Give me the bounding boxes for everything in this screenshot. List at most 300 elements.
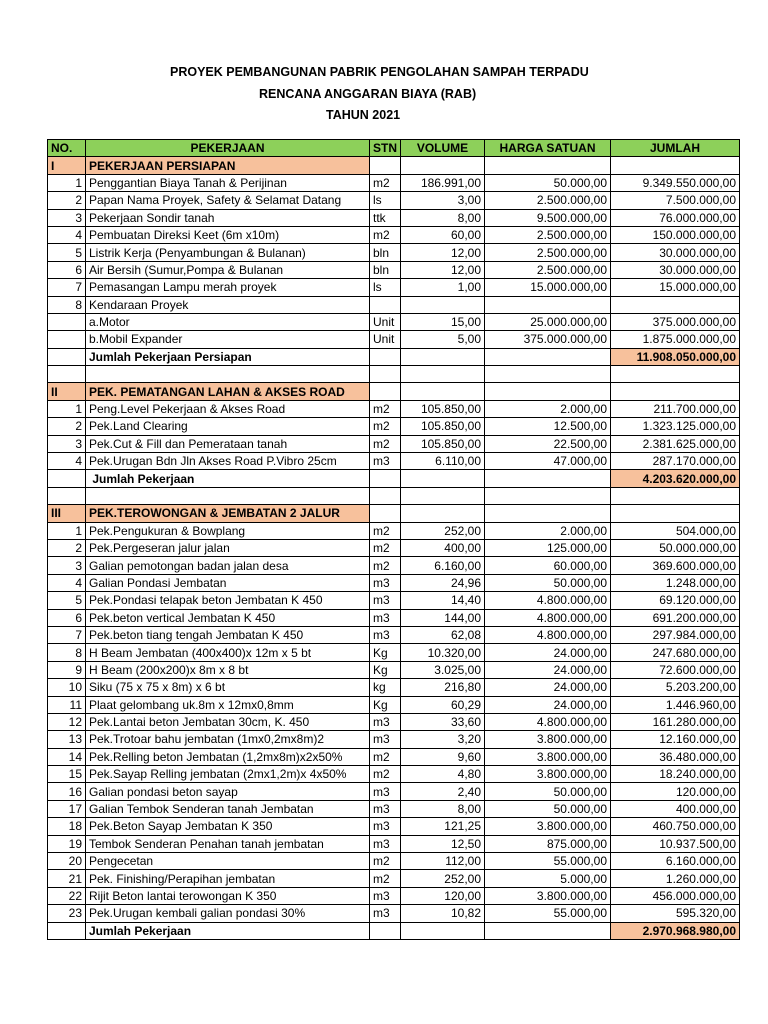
table-row bbox=[48, 626, 740, 643]
table-row bbox=[48, 766, 740, 783]
row-unit-price: 24.000,00 bbox=[485, 644, 611, 661]
row-number: 5 bbox=[48, 592, 86, 609]
empty-cell bbox=[86, 366, 370, 383]
empty-cell bbox=[485, 383, 611, 400]
row-volume: 3,00 bbox=[401, 192, 485, 209]
row-unit-price: 4.800.000,00 bbox=[485, 626, 611, 643]
row-amount: 30.000.000,00 bbox=[611, 244, 740, 261]
row-work-item: Siku (75 x 75 x 8m) x 6 bt bbox=[86, 679, 370, 696]
row-unit: m3 bbox=[370, 800, 401, 817]
row-unit-price: 50.000,00 bbox=[485, 783, 611, 800]
row-volume: 12,00 bbox=[401, 244, 485, 261]
row-unit: Kg bbox=[370, 661, 401, 678]
row-unit: ls bbox=[370, 192, 401, 209]
row-unit: m3 bbox=[370, 887, 401, 904]
header-jumlah: JUMLAH bbox=[611, 140, 740, 157]
table-row bbox=[48, 644, 740, 661]
row-amount: 36.480.000,00 bbox=[611, 748, 740, 765]
empty-cell bbox=[401, 348, 485, 365]
subtotal-row bbox=[48, 348, 740, 365]
row-number: 8 bbox=[48, 644, 86, 661]
table-row bbox=[48, 696, 740, 713]
row-number: 14 bbox=[48, 748, 86, 765]
row-work-item: Pekerjaan Sondir tanah bbox=[86, 209, 370, 226]
empty-cell bbox=[401, 487, 485, 504]
row-volume: 15,00 bbox=[401, 313, 485, 330]
row-amount: 287.170.000,00 bbox=[611, 453, 740, 470]
row-unit: m2 bbox=[370, 400, 401, 417]
row-work-item: H Beam Jembatan (400x400)x 12m x 5 bt bbox=[86, 644, 370, 661]
row-amount: 30.000.000,00 bbox=[611, 261, 740, 278]
empty-cell bbox=[485, 348, 611, 365]
empty-cell bbox=[370, 348, 401, 365]
table-body bbox=[48, 157, 740, 940]
row-number bbox=[48, 331, 86, 348]
empty-cell bbox=[485, 505, 611, 522]
row-amount bbox=[611, 296, 740, 313]
row-unit-price: 5.000,00 bbox=[485, 870, 611, 887]
empty-cell bbox=[370, 487, 401, 504]
empty-cell bbox=[370, 922, 401, 939]
row-number: 17 bbox=[48, 800, 86, 817]
row-number: 4 bbox=[48, 453, 86, 470]
row-unit: m3 bbox=[370, 818, 401, 835]
table-row bbox=[48, 731, 740, 748]
empty-cell bbox=[485, 366, 611, 383]
row-unit-price: 47.000,00 bbox=[485, 453, 611, 470]
row-amount: 150.000.000,00 bbox=[611, 226, 740, 243]
row-work-item: Kendaraan Proyek bbox=[86, 296, 370, 313]
row-unit-price: 3.800.000,00 bbox=[485, 766, 611, 783]
empty-cell bbox=[401, 157, 485, 174]
row-work-item: Pek.Lantai beton Jembatan 30cm, K. 450 bbox=[86, 713, 370, 730]
table-row bbox=[48, 279, 740, 296]
row-volume: 186.991,00 bbox=[401, 174, 485, 191]
row-number: 2 bbox=[48, 418, 86, 435]
row-unit-price: 3.800.000,00 bbox=[485, 748, 611, 765]
row-volume: 60,00 bbox=[401, 226, 485, 243]
table-row bbox=[48, 783, 740, 800]
empty-cell bbox=[485, 922, 611, 939]
subtotal-amount: 2.970.968.980,00 bbox=[611, 922, 740, 939]
row-unit-price: 4.800.000,00 bbox=[485, 592, 611, 609]
header-stn: STN bbox=[370, 140, 401, 157]
row-unit: Kg bbox=[370, 644, 401, 661]
row-unit: Kg bbox=[370, 696, 401, 713]
row-volume: 6.110,00 bbox=[401, 453, 485, 470]
table-row bbox=[48, 261, 740, 278]
row-work-item: Pek.Pondasi telapak beton Jembatan K 450 bbox=[86, 592, 370, 609]
row-unit: m3 bbox=[370, 731, 401, 748]
row-number: 2 bbox=[48, 539, 86, 556]
row-volume: 105.850,00 bbox=[401, 435, 485, 452]
row-unit-price: 2.000,00 bbox=[485, 522, 611, 539]
row-unit-price: 50.000,00 bbox=[485, 800, 611, 817]
row-work-item: Rijit Beton lantai terowongan K 350 bbox=[86, 887, 370, 904]
row-unit-price: 9.500.000,00 bbox=[485, 209, 611, 226]
row-unit-price: 25.000.000,00 bbox=[485, 313, 611, 330]
row-volume: 4,80 bbox=[401, 766, 485, 783]
row-amount: 161.280.000,00 bbox=[611, 713, 740, 730]
section-header-row bbox=[48, 505, 740, 522]
row-volume: 216,80 bbox=[401, 679, 485, 696]
empty-cell bbox=[611, 157, 740, 174]
subtotal-amount: 4.203.620.000,00 bbox=[611, 470, 740, 487]
row-unit-price: 4.800.000,00 bbox=[485, 713, 611, 730]
table-row bbox=[48, 453, 740, 470]
section-header-row bbox=[48, 383, 740, 400]
table-row bbox=[48, 887, 740, 904]
row-unit-price: 15.000.000,00 bbox=[485, 279, 611, 296]
table-row bbox=[48, 592, 740, 609]
blank-row bbox=[48, 487, 740, 504]
header-no: NO. bbox=[48, 140, 86, 157]
row-number: 3 bbox=[48, 209, 86, 226]
row-unit bbox=[370, 296, 401, 313]
row-number: 6 bbox=[48, 261, 86, 278]
empty-cell bbox=[485, 487, 611, 504]
empty-cell bbox=[485, 157, 611, 174]
empty-cell bbox=[370, 505, 401, 522]
row-work-item: Pembuatan Direksi Keet (6m x10m) bbox=[86, 226, 370, 243]
table-row bbox=[48, 418, 740, 435]
row-amount: 120.000,00 bbox=[611, 783, 740, 800]
table-row bbox=[48, 539, 740, 556]
row-unit: bln bbox=[370, 261, 401, 278]
empty-cell bbox=[611, 366, 740, 383]
row-work-item: Galian Tembok Senderan tanah Jembatan bbox=[86, 800, 370, 817]
row-number: 3 bbox=[48, 435, 86, 452]
section-number: III bbox=[48, 505, 86, 522]
row-number: 1 bbox=[48, 400, 86, 417]
row-amount: 691.200.000,00 bbox=[611, 609, 740, 626]
section-name: PEKERJAAN PERSIAPAN bbox=[86, 157, 370, 174]
row-number: 16 bbox=[48, 783, 86, 800]
row-volume: 10,82 bbox=[401, 905, 485, 922]
row-number: 7 bbox=[48, 279, 86, 296]
row-work-item: Pek. Finishing/Perapihan jembatan bbox=[86, 870, 370, 887]
row-amount: 297.984.000,00 bbox=[611, 626, 740, 643]
row-unit: m2 bbox=[370, 557, 401, 574]
row-unit-price: 2.500.000,00 bbox=[485, 192, 611, 209]
row-unit: m2 bbox=[370, 226, 401, 243]
row-amount: 460.750.000,00 bbox=[611, 818, 740, 835]
row-number: 23 bbox=[48, 905, 86, 922]
row-number: 1 bbox=[48, 174, 86, 191]
header-harga-satuan: HARGA SATUAN bbox=[485, 140, 611, 157]
row-unit: Unit bbox=[370, 331, 401, 348]
subtotal-row bbox=[48, 922, 740, 939]
row-amount: 9.349.550.000,00 bbox=[611, 174, 740, 191]
table-row bbox=[48, 800, 740, 817]
row-unit-price: 125.000,00 bbox=[485, 539, 611, 556]
row-unit-price: 24.000,00 bbox=[485, 679, 611, 696]
table-header-row bbox=[48, 140, 740, 157]
row-volume: 1,00 bbox=[401, 279, 485, 296]
row-unit-price: 375.000.000,00 bbox=[485, 331, 611, 348]
row-volume: 12,50 bbox=[401, 835, 485, 852]
empty-cell bbox=[370, 470, 401, 487]
row-unit: m2 bbox=[370, 853, 401, 870]
empty-cell bbox=[370, 366, 401, 383]
budget-title: RENCANA ANGGARAN BIAYA (RAB) bbox=[259, 87, 477, 101]
row-unit-price: 12.500,00 bbox=[485, 418, 611, 435]
row-amount: 1.248.000,00 bbox=[611, 574, 740, 591]
row-volume: 14,40 bbox=[401, 592, 485, 609]
row-amount: 7.500.000,00 bbox=[611, 192, 740, 209]
row-volume: 5,00 bbox=[401, 331, 485, 348]
row-unit: m3 bbox=[370, 905, 401, 922]
row-volume: 252,00 bbox=[401, 870, 485, 887]
table-row bbox=[48, 313, 740, 330]
row-unit: kg bbox=[370, 679, 401, 696]
section-name: PEK.TEROWONGAN & JEMBATAN 2 JALUR bbox=[86, 505, 370, 522]
table-row bbox=[48, 226, 740, 243]
row-work-item: Pek.Cut & Fill dan Pemerataan tanah bbox=[86, 435, 370, 452]
table-row bbox=[48, 609, 740, 626]
row-volume: 400,00 bbox=[401, 539, 485, 556]
empty-cell bbox=[86, 487, 370, 504]
row-work-item: Papan Nama Proyek, Safety & Selamat Datang bbox=[86, 192, 370, 209]
row-amount: 50.000.000,00 bbox=[611, 539, 740, 556]
row-unit-price: 3.800.000,00 bbox=[485, 887, 611, 904]
table-row bbox=[48, 435, 740, 452]
row-unit: m3 bbox=[370, 835, 401, 852]
row-unit-price: 50.000,00 bbox=[485, 174, 611, 191]
row-unit-price: 2.500.000,00 bbox=[485, 226, 611, 243]
empty-cell bbox=[401, 383, 485, 400]
table-row bbox=[48, 209, 740, 226]
row-amount: 400.000,00 bbox=[611, 800, 740, 817]
table-row bbox=[48, 870, 740, 887]
row-number: 19 bbox=[48, 835, 86, 852]
row-unit: m3 bbox=[370, 453, 401, 470]
row-amount: 69.120.000,00 bbox=[611, 592, 740, 609]
row-amount: 72.600.000,00 bbox=[611, 661, 740, 678]
row-work-item: Plaat gelombang uk.8m x 12mx0,8mm bbox=[86, 696, 370, 713]
row-amount: 369.600.000,00 bbox=[611, 557, 740, 574]
row-number: 15 bbox=[48, 766, 86, 783]
table-row bbox=[48, 748, 740, 765]
subtotal-amount: 11.908.050.000,00 bbox=[611, 348, 740, 365]
project-title: PROYEK PEMBANGUNAN PABRIK PENGOLAHAN SAMPAH TERPADU bbox=[170, 65, 589, 79]
row-volume: 144,00 bbox=[401, 609, 485, 626]
row-volume: 252,00 bbox=[401, 522, 485, 539]
row-unit-price: 24.000,00 bbox=[485, 696, 611, 713]
section-number: I bbox=[48, 157, 86, 174]
row-work-item: a.Motor bbox=[86, 313, 370, 330]
empty-cell bbox=[48, 922, 86, 939]
row-number bbox=[48, 313, 86, 330]
row-unit: m3 bbox=[370, 626, 401, 643]
row-number: 2 bbox=[48, 192, 86, 209]
row-unit-price: 60.000,00 bbox=[485, 557, 611, 574]
row-unit: m2 bbox=[370, 539, 401, 556]
row-work-item: Tembok Senderan Penahan tanah jembatan bbox=[86, 835, 370, 852]
table-row bbox=[48, 853, 740, 870]
row-amount: 5.203.200,00 bbox=[611, 679, 740, 696]
row-amount: 375.000.000,00 bbox=[611, 313, 740, 330]
row-number: 13 bbox=[48, 731, 86, 748]
table-row bbox=[48, 296, 740, 313]
table-row bbox=[48, 679, 740, 696]
row-volume: 62,08 bbox=[401, 626, 485, 643]
row-volume: 9,60 bbox=[401, 748, 485, 765]
row-unit: ttk bbox=[370, 209, 401, 226]
row-work-item: b.Mobil Expander bbox=[86, 331, 370, 348]
table-row bbox=[48, 661, 740, 678]
row-number: 18 bbox=[48, 818, 86, 835]
row-volume: 121,25 bbox=[401, 818, 485, 835]
row-work-item: Peng.Level Pekerjaan & Akses Road bbox=[86, 400, 370, 417]
row-volume: 2,40 bbox=[401, 783, 485, 800]
table-row bbox=[48, 557, 740, 574]
row-work-item: Air Bersih (Sumur,Pompa & Bulanan bbox=[86, 261, 370, 278]
empty-cell bbox=[401, 366, 485, 383]
row-number: 4 bbox=[48, 574, 86, 591]
table-row bbox=[48, 905, 740, 922]
empty-cell bbox=[48, 366, 86, 383]
row-unit: m2 bbox=[370, 174, 401, 191]
row-number: 5 bbox=[48, 244, 86, 261]
empty-cell bbox=[611, 505, 740, 522]
row-unit-price: 2.500.000,00 bbox=[485, 261, 611, 278]
row-work-item: Pek.Relling beton Jembatan (1,2mx8m)x2x50% bbox=[86, 748, 370, 765]
row-work-item: Pek.Urugan kembali galian pondasi 30% bbox=[86, 905, 370, 922]
empty-cell bbox=[401, 505, 485, 522]
row-unit-price: 2.000,00 bbox=[485, 400, 611, 417]
row-amount: 15.000.000,00 bbox=[611, 279, 740, 296]
row-volume: 112,00 bbox=[401, 853, 485, 870]
subtotal-label: Jumlah Pekerjaan bbox=[86, 922, 370, 939]
row-unit: m3 bbox=[370, 713, 401, 730]
row-unit-price: 50.000,00 bbox=[485, 574, 611, 591]
section-header-row bbox=[48, 157, 740, 174]
header-pekerjaan: PEKERJAAN bbox=[86, 140, 370, 157]
row-volume: 60,29 bbox=[401, 696, 485, 713]
row-work-item: Pek.Land Clearing bbox=[86, 418, 370, 435]
row-number: 1 bbox=[48, 522, 86, 539]
row-work-item: H Beam (200x200)x 8m x 8 bt bbox=[86, 661, 370, 678]
table-row bbox=[48, 331, 740, 348]
table-row bbox=[48, 174, 740, 191]
row-amount: 1.875.000.000,00 bbox=[611, 331, 740, 348]
row-number: 7 bbox=[48, 626, 86, 643]
empty-cell bbox=[48, 470, 86, 487]
table-row bbox=[48, 835, 740, 852]
row-work-item: Pengecetan bbox=[86, 853, 370, 870]
table-row bbox=[48, 713, 740, 730]
blank-row bbox=[48, 366, 740, 383]
row-volume: 3,20 bbox=[401, 731, 485, 748]
row-number: 9 bbox=[48, 661, 86, 678]
row-unit: m2 bbox=[370, 748, 401, 765]
row-amount: 2.381.625.000,00 bbox=[611, 435, 740, 452]
row-volume: 24,96 bbox=[401, 574, 485, 591]
row-work-item: Pek.Beton Sayap Jembatan K 350 bbox=[86, 818, 370, 835]
row-work-item: Galian pondasi beton sayap bbox=[86, 783, 370, 800]
row-amount: 76.000.000,00 bbox=[611, 209, 740, 226]
row-number: 8 bbox=[48, 296, 86, 313]
row-unit: m3 bbox=[370, 783, 401, 800]
row-volume: 120,00 bbox=[401, 887, 485, 904]
empty-cell bbox=[611, 383, 740, 400]
row-amount: 6.160.000,00 bbox=[611, 853, 740, 870]
empty-cell bbox=[370, 157, 401, 174]
row-work-item: Galian Pondasi Jembatan bbox=[86, 574, 370, 591]
table-row bbox=[48, 192, 740, 209]
row-volume bbox=[401, 296, 485, 313]
row-unit: ls bbox=[370, 279, 401, 296]
row-volume: 105.850,00 bbox=[401, 418, 485, 435]
year-title: TAHUN 2021 bbox=[326, 108, 401, 122]
row-unit: m3 bbox=[370, 574, 401, 591]
row-unit-price: 55.000,00 bbox=[485, 905, 611, 922]
table-row bbox=[48, 574, 740, 591]
row-work-item: Pemasangan Lampu merah proyek bbox=[86, 279, 370, 296]
row-number: 11 bbox=[48, 696, 86, 713]
row-work-item: Pek.Trotoar bahu jembatan (1mx0,2mx8m)2 bbox=[86, 731, 370, 748]
section-number: II bbox=[48, 383, 86, 400]
row-work-item: Penggantian Biaya Tanah & Perijinan bbox=[86, 174, 370, 191]
row-unit-price: 22.500,00 bbox=[485, 435, 611, 452]
row-unit-price bbox=[485, 296, 611, 313]
row-volume: 8,00 bbox=[401, 209, 485, 226]
subtotal-label: Jumlah Pekerjaan bbox=[86, 470, 370, 487]
subtotal-row bbox=[48, 470, 740, 487]
table-row bbox=[48, 818, 740, 835]
row-amount: 456.000.000,00 bbox=[611, 887, 740, 904]
row-number: 21 bbox=[48, 870, 86, 887]
row-unit-price: 3.800.000,00 bbox=[485, 731, 611, 748]
row-amount: 247.680.000,00 bbox=[611, 644, 740, 661]
row-unit-price: 4.800.000,00 bbox=[485, 609, 611, 626]
row-unit-price: 24.000,00 bbox=[485, 661, 611, 678]
header-volume: VOLUME bbox=[401, 140, 485, 157]
row-unit: m2 bbox=[370, 870, 401, 887]
row-unit: m2 bbox=[370, 418, 401, 435]
row-number: 4 bbox=[48, 226, 86, 243]
row-amount: 18.240.000,00 bbox=[611, 766, 740, 783]
row-volume: 6.160,00 bbox=[401, 557, 485, 574]
row-unit-price: 55.000,00 bbox=[485, 853, 611, 870]
row-volume: 12,00 bbox=[401, 261, 485, 278]
row-unit-price: 2.500.000,00 bbox=[485, 244, 611, 261]
row-unit: bln bbox=[370, 244, 401, 261]
row-number: 22 bbox=[48, 887, 86, 904]
row-work-item: Galian pemotongan badan jalan desa bbox=[86, 557, 370, 574]
row-number: 10 bbox=[48, 679, 86, 696]
row-amount: 1.446.960,00 bbox=[611, 696, 740, 713]
row-number: 20 bbox=[48, 853, 86, 870]
empty-cell bbox=[370, 383, 401, 400]
row-number: 12 bbox=[48, 713, 86, 730]
empty-cell bbox=[485, 470, 611, 487]
table-row bbox=[48, 400, 740, 417]
row-unit: m3 bbox=[370, 592, 401, 609]
subtotal-label: Jumlah Pekerjaan Persiapan bbox=[86, 348, 370, 365]
row-volume: 3.025,00 bbox=[401, 661, 485, 678]
row-work-item: Listrik Kerja (Penyambungan & Bulanan) bbox=[86, 244, 370, 261]
row-volume: 10.320,00 bbox=[401, 644, 485, 661]
empty-cell bbox=[48, 348, 86, 365]
empty-cell bbox=[611, 487, 740, 504]
table-row bbox=[48, 244, 740, 261]
row-work-item: Pek.Pengukuran & Bowplang bbox=[86, 522, 370, 539]
empty-cell bbox=[48, 487, 86, 504]
empty-cell bbox=[401, 922, 485, 939]
row-amount: 10.937.500,00 bbox=[611, 835, 740, 852]
